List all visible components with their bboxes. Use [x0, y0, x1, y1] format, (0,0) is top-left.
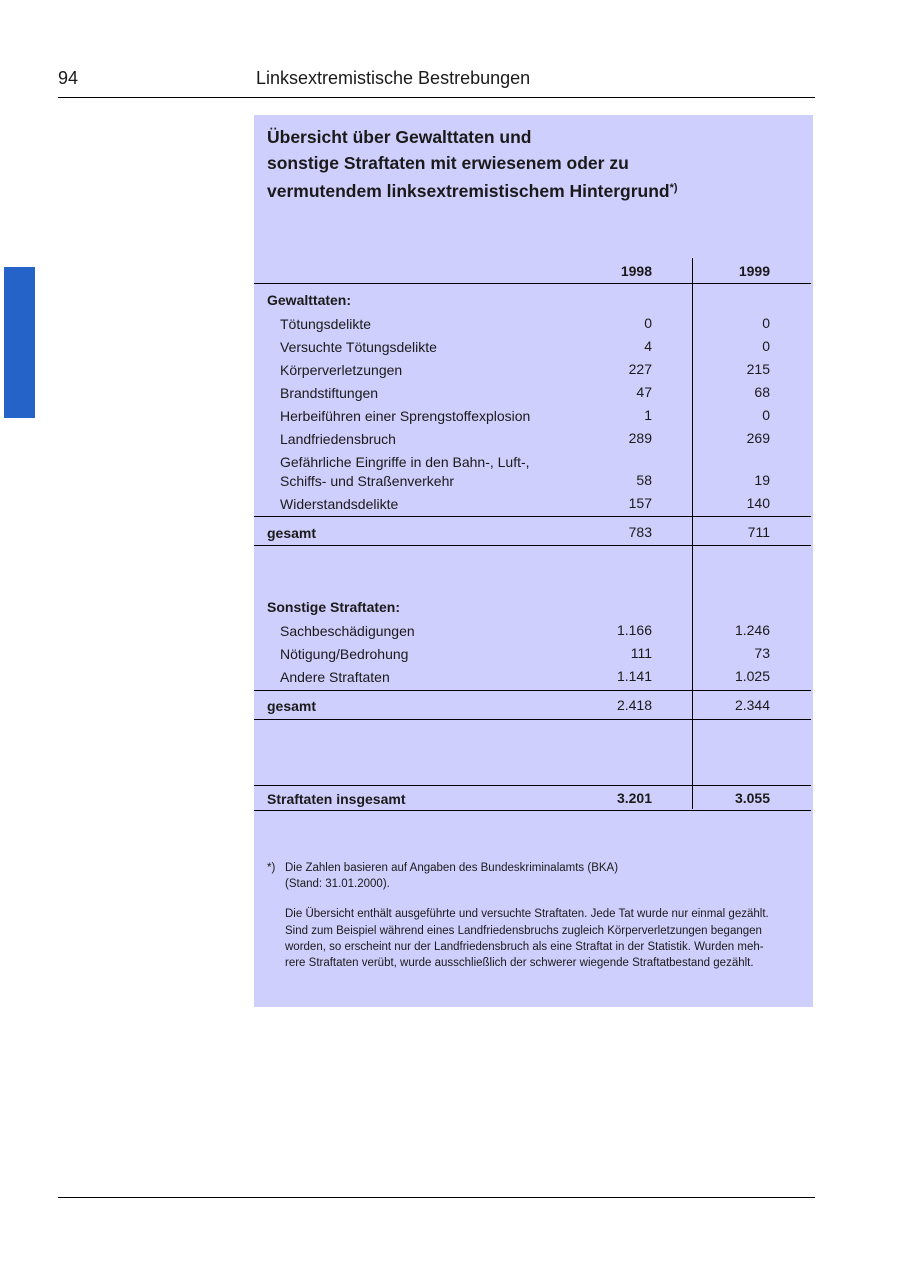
footnote-line: rere Straftaten verübt, wurde ausschließlich der schwerer wiegende Straftatbestand gezählt.	[285, 957, 754, 970]
box-title-line2: sonstige Straftaten mit erwiesenem oder zu	[267, 152, 629, 173]
row-label: Körperverletzungen	[280, 362, 403, 378]
value-1998: 47	[636, 384, 652, 400]
total-rule-top	[254, 516, 811, 517]
box-title-line1: Übersicht über Gewalttaten und	[267, 127, 532, 147]
total-rule-bottom	[254, 545, 811, 546]
total-1999: 2.344	[734, 697, 770, 713]
row-label: Andere Straftaten	[280, 669, 390, 685]
value-1999: 73	[754, 645, 770, 661]
grand-total-1999: 3.055	[734, 790, 770, 806]
value-1998: 289	[628, 430, 652, 446]
grand-total-rule-bottom	[254, 810, 811, 811]
value-1999: 19	[754, 472, 770, 488]
row-label: Landfriedensbruch	[280, 431, 396, 447]
total-1998: 783	[628, 524, 652, 540]
total-rule-top	[254, 690, 811, 691]
footnote-mark: *)	[669, 182, 678, 194]
value-1998: 1	[644, 407, 652, 423]
value-1999: 215	[746, 361, 770, 377]
chapter-side-tab	[4, 267, 35, 418]
grand-total-rule-top	[254, 785, 811, 786]
value-1999: 0	[762, 338, 770, 354]
row-label: Tötungsdelikte	[280, 316, 372, 332]
total-1998: 2.418	[616, 697, 652, 713]
value-1998: 58	[636, 472, 652, 488]
value-1998: 111	[630, 645, 652, 661]
row-label: Herbeiführen einer Sprengstoffexplosion	[280, 408, 531, 424]
value-1998: 1.166	[616, 622, 652, 638]
footnote-line: (Stand: 31.01.2000).	[285, 878, 390, 891]
row-label: Nötigung/Bedrohung	[280, 646, 409, 662]
year-header-1998: 1998	[620, 263, 652, 279]
value-1999: 0	[762, 315, 770, 331]
section-title-violent: Gewalttaten:	[267, 292, 352, 308]
row-label: Schiffs- und Straßenverkehr	[280, 473, 455, 489]
footer-rule	[58, 1197, 815, 1198]
value-1999: 68	[754, 384, 770, 400]
total-rule-bottom	[254, 719, 811, 720]
value-1999: 1.025	[734, 668, 770, 684]
total-label: gesamt	[267, 525, 317, 541]
total-label: gesamt	[267, 698, 317, 714]
footnote-marker: *)	[267, 862, 276, 874]
row-label: Sachbeschädigungen	[280, 623, 415, 639]
total-1999: 711	[747, 524, 770, 540]
year-header-1999: 1999	[738, 263, 770, 279]
footnote-line: Sind zum Beispiel während eines Landfriedensbruchs zugleich Körperverletzungen begangen	[285, 924, 762, 937]
column-divider	[692, 258, 693, 809]
box-title	[267, 125, 787, 205]
section-title-other: Sonstige Straftaten:	[267, 599, 401, 615]
value-1999: 269	[746, 430, 770, 446]
value-1998: 227	[628, 361, 652, 377]
value-1998: 157	[628, 495, 652, 511]
value-1999: 0	[762, 407, 770, 423]
page-number: 94	[58, 68, 79, 88]
row-label-line1: Gefährliche Eingriffe in den Bahn-, Luft-,	[280, 454, 530, 470]
grand-total-label: Straftaten insgesamt	[267, 791, 406, 807]
footnote-line: Die Zahlen basieren auf Angaben des Bundeskriminalamts (BKA)	[285, 862, 619, 874]
box-title-line3: vermutendem linksextremistischem Hintergrund	[267, 181, 670, 201]
grand-total-1998: 3.201	[616, 790, 652, 806]
row-label: Versuchte Tötungsdelikte	[280, 339, 437, 355]
header-rule	[58, 97, 815, 98]
footnote-line: Die Übersicht enthält ausgeführte und versuchte Straftaten. Jede Tat wurde nur einmal gezählt.	[285, 908, 769, 921]
footnote-source	[285, 860, 807, 892]
row-label: Brandstiftungen	[280, 385, 379, 401]
statistics-box	[254, 115, 813, 1007]
running-title: Linksextremistische Bestrebungen	[256, 68, 531, 88]
row-label: Widerstandsdelikte	[280, 496, 399, 512]
footnote-explanation	[285, 906, 807, 971]
header-rule-line	[254, 283, 811, 284]
footnote-line: worden, so erscheint nur der Landfriedensbruch als eine Straftat in der Statistik. Wurden meh-	[285, 940, 764, 953]
value-1998: 0	[644, 315, 652, 331]
footnote	[267, 860, 807, 971]
value-1998: 1.141	[616, 668, 652, 684]
value-1999: 140	[746, 495, 770, 511]
value-1998: 4	[644, 338, 652, 354]
value-1999: 1.246	[734, 622, 770, 638]
